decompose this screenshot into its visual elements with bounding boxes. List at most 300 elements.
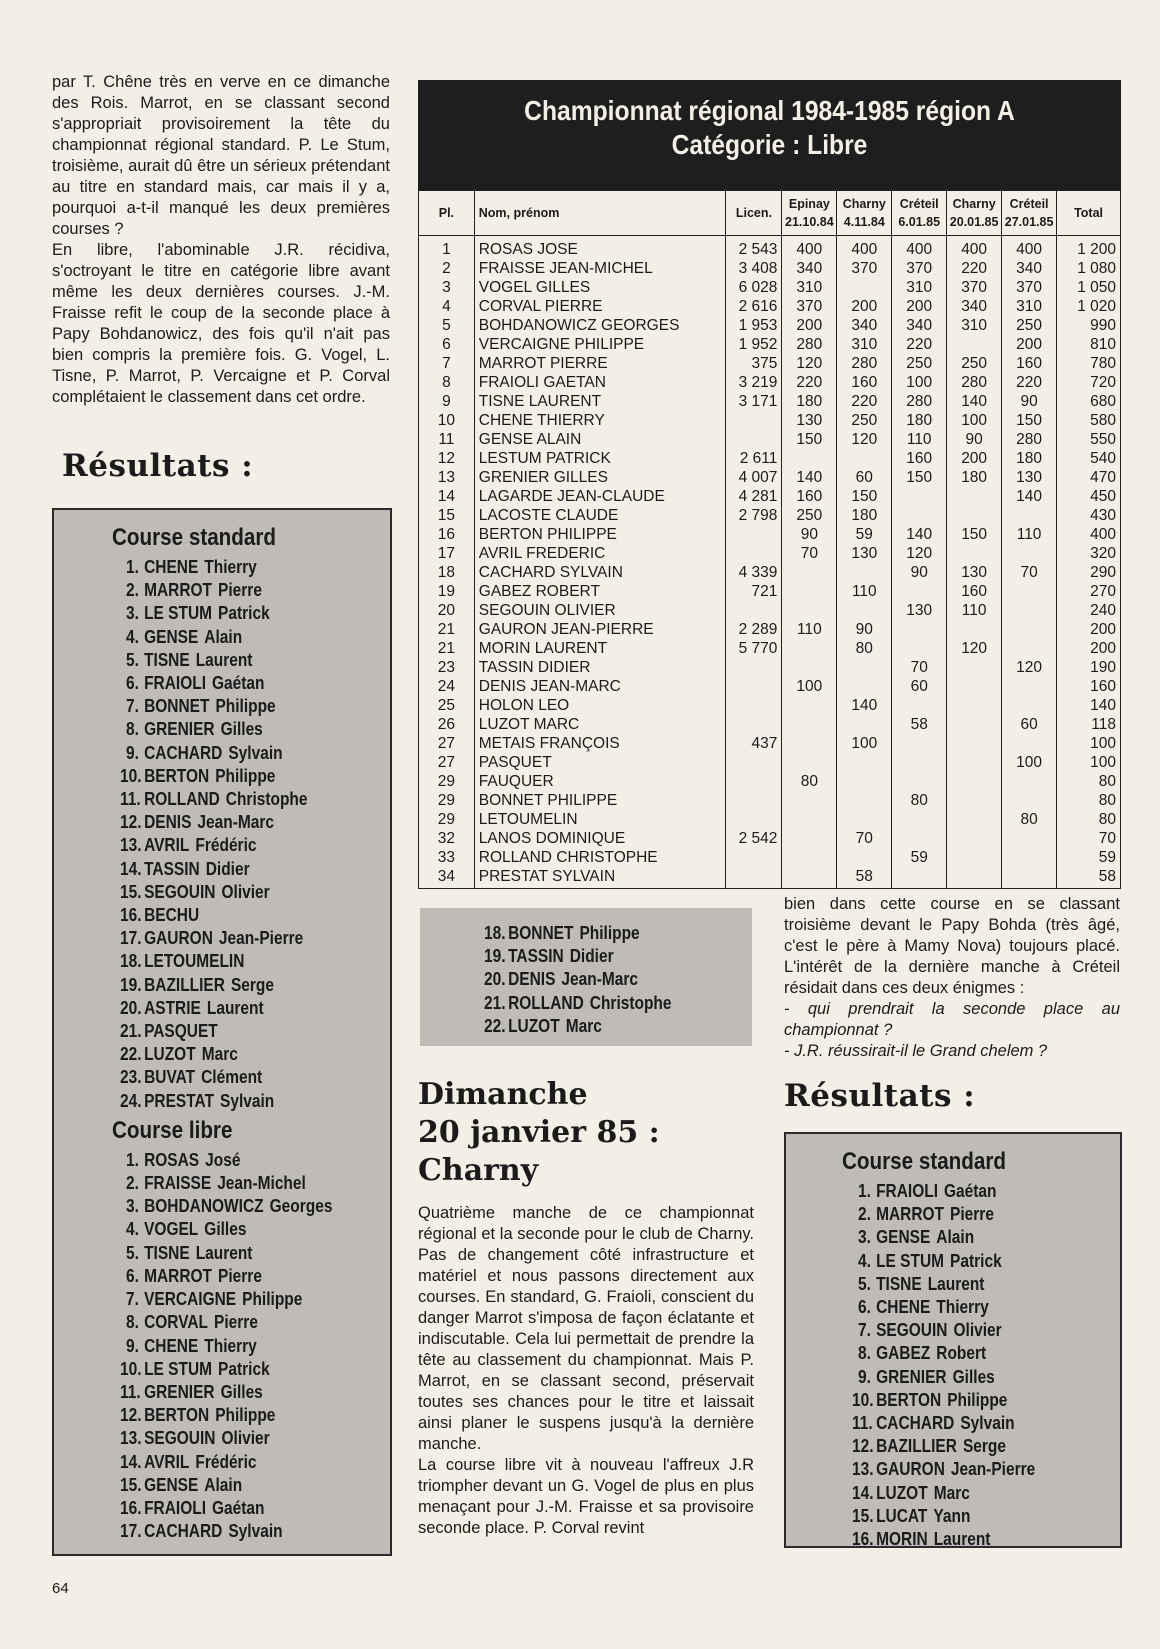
table-cell: 34 [419,867,475,889]
table-cell: 400 [892,236,947,260]
table-cell [726,772,782,791]
result-rank: 21. [120,1021,142,1042]
table-cell [782,829,837,848]
table-cell: 9 [419,392,475,411]
column-header [947,191,1002,236]
table-cell: 190 [1057,658,1121,677]
result-last-name: BOHDANOWICZ [144,1196,264,1217]
table-cell: 20 [419,601,475,620]
table-cell: 140 [782,468,837,487]
table-cell: 780 [1057,354,1121,373]
table-cell: 100 [1057,753,1121,772]
result-first-name: Marc [565,1015,602,1036]
table-cell [726,810,782,829]
column-header-text: Charny [842,197,886,211]
table-cell: 340 [947,297,1002,316]
table-cell [782,848,837,867]
table-cell [782,639,837,658]
table-cell: GABEZ ROBERT [474,582,726,601]
result-last-name: TISNE [876,1273,922,1294]
column-header-text: Nom, prénom [478,206,560,220]
intro-paragraph: En libre, l'abominable J.R. récidiva, s'octroyant le titre en catégorie libre avant même les deux dernières courses. J.-M. Fraisse refit le coup de la seconde place à Papy Bohdanowicz, des fois qu'il n'ait pas bien compris la première fois. G. Vogel, L. Tisne, P. Marrot, P. Vercaigne et P. Corval complétaient le classement dans cet ordre. [52,241,390,406]
table-cell: DENIS JEAN-MARC [474,677,726,696]
table-cell: 250 [782,506,837,525]
table-cell: 14 [419,487,475,506]
table-cell: 11 [419,430,475,449]
table-header-row [419,191,1121,236]
table-cell: 160 [1002,354,1057,373]
result-first-name: Serge [230,974,274,995]
result-last-name: BECHU [144,905,200,926]
table-body [419,236,1121,889]
table-cell: 90 [782,525,837,544]
table-cell: 280 [892,392,947,411]
result-item [120,1404,352,1427]
table-cell: MARROT PIERRE [474,354,726,373]
table-cell [947,620,1002,639]
result-first-name: Sylvain [228,1521,283,1542]
result-first-name: Christophe [589,992,672,1013]
article-continuation [784,894,1120,1062]
table-cell [1002,829,1057,848]
result-rank: 10. [120,765,142,786]
table-cell [892,696,947,715]
table-cell [782,810,837,829]
table-cell [947,791,1002,810]
table-cell: 100 [837,734,892,753]
result-item [120,1358,352,1381]
table-cell: ROSAS JOSE [474,236,726,260]
table-cell: 2 611 [726,449,782,468]
table-cell: 200 [947,449,1002,468]
table-cell: LESTUM PATRICK [474,449,726,468]
table-cell [947,487,1002,506]
result-first-name: Patrick [218,603,270,624]
table-cell: 2 542 [726,829,782,848]
column-header-text: Pl. [438,206,455,220]
column-header-text: 6.01.85 [898,215,941,229]
result-last-name: SEGOUIN [876,1320,948,1341]
table-cell [892,810,947,829]
result-last-name: LUZOT [144,1044,196,1065]
table-row [419,715,1121,734]
result-rank: 23. [120,1067,142,1088]
result-item [852,1226,1082,1249]
table-cell: 120 [1002,658,1057,677]
table-row [419,354,1121,373]
table-cell: 29 [419,810,475,829]
result-rank: 6. [858,1297,871,1318]
free-race-title: Course libre [112,1116,233,1144]
column-header-text: Epinay [788,197,830,211]
result-rank: 8. [858,1343,871,1364]
result-last-name: LETOUMELIN [144,951,245,972]
table-cell: 150 [892,468,947,487]
result-last-name: GENSE [876,1227,931,1248]
result-rank: 7. [858,1320,871,1341]
table-cell: 721 [726,582,782,601]
result-item [484,945,714,968]
table-row [419,335,1121,354]
table-cell: 200 [837,297,892,316]
result-rank: 1. [858,1181,871,1201]
column-header-text: Licen. [735,206,772,220]
table-cell [947,715,1002,734]
result-last-name: GENSE [144,1474,199,1495]
table-cell [947,677,1002,696]
table-cell: 580 [1057,411,1121,430]
table-cell: 80 [1057,810,1121,829]
result-last-name: MARROT [144,580,213,601]
result-rank: 17. [120,928,142,949]
right-standard-title: Course standard [842,1148,1007,1175]
free-race-list [120,1149,390,1543]
standard-race-title: Course standard [112,524,277,551]
championship-table [418,190,1121,889]
result-item [120,1195,352,1218]
table-cell: 27 [419,753,475,772]
result-first-name: Serge [962,1436,1006,1457]
table-cell [1002,848,1057,867]
table-cell [837,601,892,620]
table-cell: 2 289 [726,620,782,639]
result-rank: 17. [120,1521,142,1542]
result-last-name: BUVAT [144,1067,196,1088]
table-cell: 1 080 [1057,259,1121,278]
table-cell: 24 [419,677,475,696]
result-last-name: CACHARD [144,1521,223,1542]
result-last-name: GRENIER [144,719,215,740]
result-rank: 9. [126,1335,139,1356]
table-row [419,601,1121,620]
result-first-name: Pierre [218,1265,262,1286]
table-cell [1002,696,1057,715]
result-item [120,1265,352,1288]
column-header-text: Total [1074,206,1103,220]
table-cell: 110 [1002,525,1057,544]
free-race-list-continued [484,922,752,1038]
championship-table-block [418,80,1121,889]
table-cell: 437 [726,734,782,753]
result-item [852,1366,1082,1389]
table-cell: 220 [892,335,947,354]
table-cell [837,753,892,772]
table-cell: 220 [837,392,892,411]
table-cell: 60 [837,468,892,487]
result-last-name: LE STUM [876,1250,945,1271]
table-cell [1002,791,1057,810]
table-cell: AVRIL FREDERIC [474,544,726,563]
table-row [419,392,1121,411]
table-cell: 80 [1057,772,1121,791]
table-cell [782,791,837,810]
table-row [419,316,1121,335]
table-cell: 400 [837,236,892,260]
table-cell: 90 [947,430,1002,449]
result-last-name: CHENE [144,557,199,577]
table-cell: 60 [892,677,947,696]
result-first-name: Jean-Pierre [218,928,304,949]
result-first-name: Olivier [221,1428,270,1449]
results-heading: Résultats : [62,448,254,484]
table-cell [892,620,947,639]
table-cell: 3 408 [726,259,782,278]
table-cell: FAUQUER [474,772,726,791]
table-cell [726,430,782,449]
result-last-name: AVRIL [144,1451,190,1472]
result-rank: 11. [120,1381,141,1402]
page-number: 64 [52,1580,69,1597]
result-last-name: GENSE [144,626,199,647]
table-cell: 160 [1057,677,1121,696]
result-first-name: Marc [933,1482,970,1503]
headline-line3: Charny [418,1153,539,1188]
table-cell [947,335,1002,354]
result-first-name: Laurent [206,997,264,1018]
result-item [120,602,352,625]
result-rank: 19. [484,946,506,967]
table-cell: 250 [1002,316,1057,335]
table-cell: 80 [1057,791,1121,810]
table-cell [782,449,837,468]
table-cell [892,506,947,525]
table-cell: 400 [1057,525,1121,544]
result-rank: 8. [126,1312,139,1333]
table-cell: 70 [1002,563,1057,582]
result-first-name: Thierry [936,1297,989,1318]
result-first-name: Thierry [204,557,257,577]
table-row [419,867,1121,889]
result-item [120,997,352,1020]
result-last-name: FRAIOLI [144,1497,206,1518]
result-last-name: GAURON [876,1459,945,1480]
table-cell: 59 [892,848,947,867]
result-item [120,742,352,765]
table-cell [837,278,892,297]
result-last-name: BONNET [144,696,210,717]
table-cell [782,696,837,715]
result-first-name: Gaétan [212,1497,265,1518]
result-rank: 14. [120,858,142,879]
result-item [484,968,714,991]
column-header-text: 21.10.84 [785,215,834,229]
table-cell: 180 [947,468,1002,487]
result-item [852,1435,1082,1458]
column-header-text: 4.11.84 [843,215,885,229]
table-cell: 1 [419,236,475,260]
result-rank: 11. [120,789,141,810]
result-rank: 13. [852,1459,874,1480]
table-cell [782,582,837,601]
table-cell [947,753,1002,772]
result-rank: 24. [120,1090,142,1111]
column-header-text: Créteil [1009,197,1049,211]
table-cell [892,487,947,506]
table-cell: 320 [1057,544,1121,563]
result-item [852,1296,1082,1319]
table-cell: 29 [419,791,475,810]
column-header-text: Charny [952,197,996,211]
table-cell: 340 [892,316,947,335]
result-item [852,1250,1082,1273]
table-cell: 240 [1057,601,1121,620]
table-cell: 160 [892,449,947,468]
result-item [120,695,352,718]
table-cell: 16 [419,525,475,544]
result-item [120,626,352,649]
table-cell: 280 [837,354,892,373]
table-cell: 140 [837,696,892,715]
table-row [419,544,1121,563]
table-cell [947,848,1002,867]
table-cell: 150 [947,525,1002,544]
result-rank: 10. [120,1358,142,1379]
result-item [852,1505,1082,1528]
result-first-name: Alain [204,1474,243,1495]
result-item [120,881,352,904]
table-cell: 990 [1057,316,1121,335]
table-cell: 70 [837,829,892,848]
result-rank: 20. [484,969,506,990]
table-cell: 220 [1002,373,1057,392]
table-cell: MORIN LAURENT [474,639,726,658]
table-cell: 160 [947,582,1002,601]
table-cell: 150 [1002,411,1057,430]
table-cell: LACOSTE CLAUDE [474,506,726,525]
table-cell: 21 [419,639,475,658]
table-cell: 2 [419,259,475,278]
table-row [419,677,1121,696]
table-cell: 110 [837,582,892,601]
result-last-name: SEGOUIN [144,1428,216,1449]
article-text [418,1203,754,1539]
table-cell: 130 [782,411,837,430]
result-item [120,1242,352,1265]
result-first-name: Gilles [204,1219,247,1240]
column-header [892,191,947,236]
result-first-name: Georges [269,1196,333,1217]
right-results-heading: Résultats : [784,1078,976,1114]
table-cell: 33 [419,848,475,867]
table-row [419,810,1121,829]
article-paragraph: Quatrième manche de ce championnat régional et la seconde pour le club de Charny. Pas de changement côté infrastructure et matériel et nous passons directement aux courses. En standard, G. Fraioli, conscient du danger Marrot s'imposa de façon éclatante et indiscutable. Cela lui permettait de prendre la tête au classement du championnat. Mais P. Marrot, en se classant second, préservait toutes ses chances pour le titre et laissait ainsi planer le suspens jusqu'à la dernière manche. [418,1204,754,1453]
table-cell: 90 [1002,392,1057,411]
result-rank: 15. [120,881,142,902]
table-row [419,734,1121,753]
result-rank: 14. [120,1451,142,1472]
result-item [852,1458,1082,1481]
table-cell: 310 [782,278,837,297]
result-first-name: Alain [936,1227,975,1248]
result-item [852,1273,1082,1296]
table-row [419,658,1121,677]
result-last-name: CHENE [876,1297,931,1318]
table-cell [947,829,1002,848]
result-rank: 9. [858,1366,871,1387]
table-cell: FRAIOLI GAETAN [474,373,726,392]
table-cell: 180 [1002,449,1057,468]
table-cell: TISNE LAURENT [474,392,726,411]
table-cell: 400 [947,236,1002,260]
table-cell: LUZOT MARC [474,715,726,734]
table-cell: 370 [947,278,1002,297]
table-cell: 58 [1057,867,1121,889]
table-cell: VOGEL GILLES [474,278,726,297]
table-cell: SEGOUIN OLIVIER [474,601,726,620]
table-cell [947,544,1002,563]
headline-line1: Dimanche [418,1077,588,1112]
table-cell: 340 [837,316,892,335]
table-row [419,236,1121,260]
result-first-name: Olivier [953,1320,1002,1341]
result-first-name: Gaétan [944,1181,997,1201]
result-last-name: TASSIN [144,858,200,879]
table-row [419,506,1121,525]
result-rank: 10. [852,1389,874,1410]
table-cell: 110 [947,601,1002,620]
result-item [120,950,352,973]
table-cell: CACHARD SYLVAIN [474,563,726,582]
result-last-name: MARROT [144,1265,213,1286]
table-row [419,487,1121,506]
table-cell: BOHDANOWICZ GEORGES [474,316,726,335]
result-rank: 13. [120,1428,142,1449]
result-rank: 15. [852,1505,874,1526]
result-first-name: Patrick [218,1358,270,1379]
result-item [852,1180,1082,1203]
result-item [120,1497,352,1520]
result-last-name: BERTON [144,1405,210,1426]
table-cell: 60 [1002,715,1057,734]
table-row [419,848,1121,867]
table-cell: 310 [1002,297,1057,316]
result-last-name: BONNET [508,923,574,943]
result-first-name: José [205,1149,241,1170]
result-rank: 7. [126,1289,139,1310]
result-rank: 12. [120,812,142,833]
table-cell: 80 [782,772,837,791]
table-cell: 450 [1057,487,1121,506]
table-cell: 21 [419,620,475,639]
table-cell: 310 [837,335,892,354]
table-cell: 70 [782,544,837,563]
table-cell: 100 [782,677,837,696]
table-row [419,468,1121,487]
left-results-box [52,508,392,1556]
result-rank: 12. [852,1436,874,1457]
table-cell [947,867,1002,889]
result-rank: 11. [852,1413,873,1434]
table-cell: 1 050 [1057,278,1121,297]
result-item [120,1427,352,1450]
result-last-name: CORVAL [144,1312,209,1333]
table-cell [947,696,1002,715]
result-last-name: CHENE [144,1335,199,1356]
result-last-name: FRAISSE [144,1173,212,1194]
table-cell: 58 [837,867,892,889]
result-rank: 4. [858,1250,871,1271]
table-cell: 290 [1057,563,1121,582]
table-cell [782,753,837,772]
table-cell: CORVAL PIERRE [474,297,726,316]
table-cell [726,753,782,772]
result-item [852,1412,1082,1435]
result-rank: 7. [126,696,139,717]
table-cell [837,848,892,867]
table-cell: 250 [892,354,947,373]
result-rank: 3. [858,1227,871,1248]
table-cell: 400 [782,236,837,260]
